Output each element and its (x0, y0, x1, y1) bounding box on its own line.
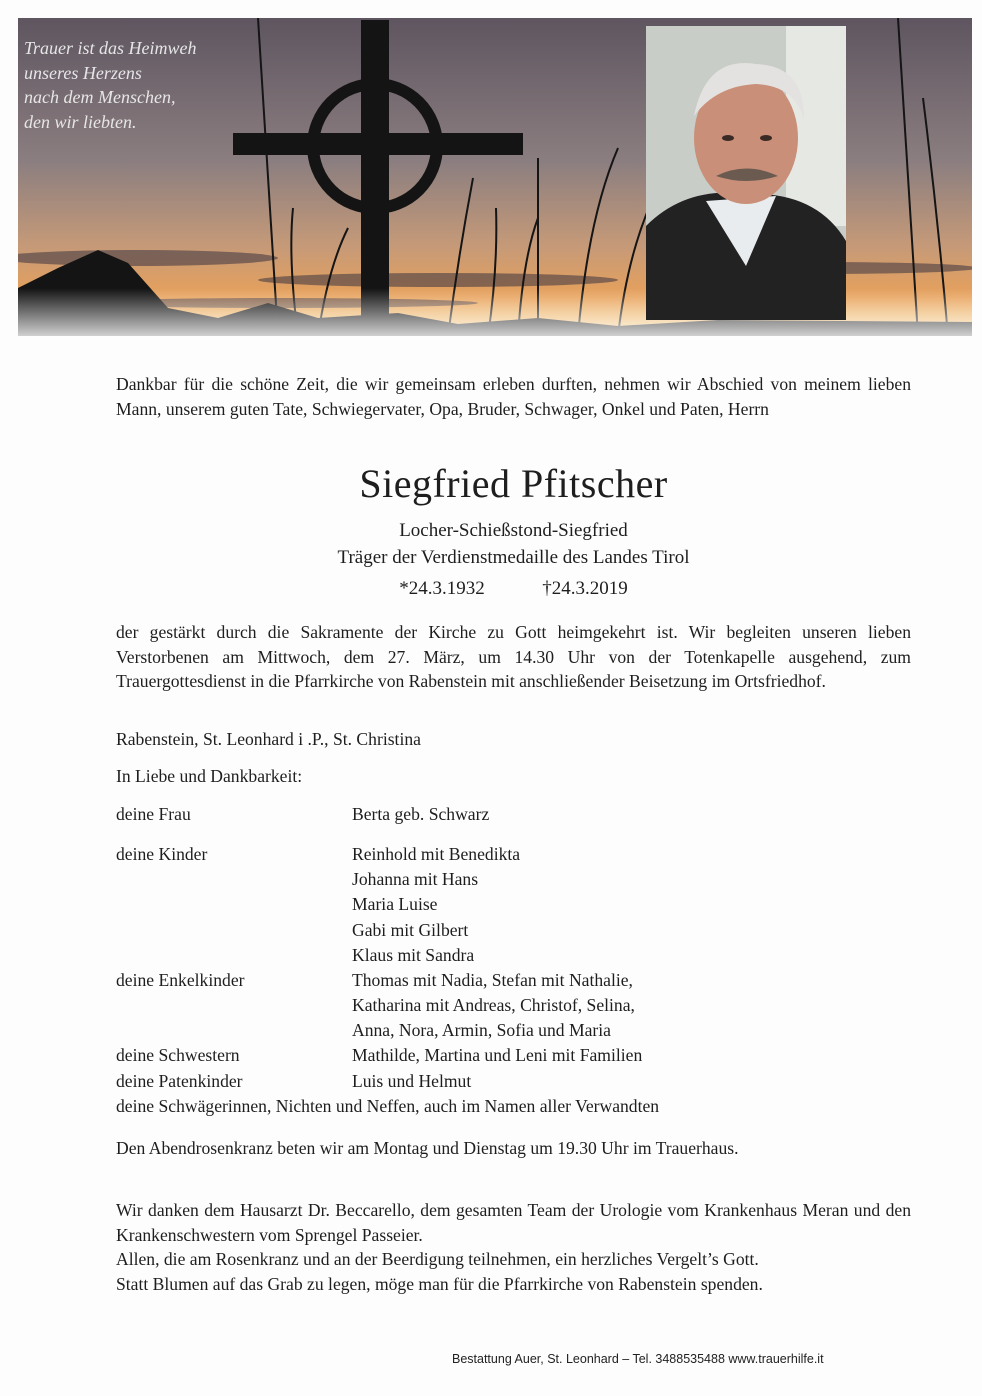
relative-group (116, 1069, 916, 1094)
death-date: †24.3.2019 (542, 578, 628, 599)
quote-line: nach dem Menschen, (24, 87, 176, 107)
birth-date: *24.3.1932 (399, 578, 485, 599)
portrait-photo (646, 26, 846, 320)
places-line: Rabenstein, St. Leonhard i .P., St. Christina (116, 729, 421, 749)
relative-name: Luis und Helmut (352, 1070, 472, 1091)
thanks-paragraph: Allen, die am Rosenkranz und an der Beerdigung teilnehmen, ein herzliches Vergelt’s Gott. (116, 1249, 759, 1269)
thanks-paragraph: Wir danken dem Hausarzt Dr. Beccarello, dem gesamten Team der Urologie vom Krankenhaus Meran und den Krankenschwestern vom Sprengel Passeier. (116, 1200, 911, 1245)
relatives-list (116, 802, 916, 1119)
relative-label: deine Enkelkinder (116, 969, 245, 990)
announcement-paragraph: der gestärkt durch die Sakramente der Kirche zu Gott heimgekehrt ist. Wir begleiten unseren lieben Verstorbenen am Mittwoch, dem 27. März, um 14.30 Uhr von der Totenkapelle ausgehend, zum Trauergottesdienst in die Pfarrkirche von Rabenstein mit anschließender Beisetzung im Ortsfriedhof. (116, 622, 911, 691)
relative-label: deine Schwestern (116, 1045, 240, 1066)
relative-name: Klaus mit Sandra (352, 944, 475, 965)
relative-name: Reinhold mit Benedikta (352, 843, 521, 864)
relative-name: Johanna mit Hans (352, 869, 479, 890)
deceased-name: Siegfried Pfitscher (359, 461, 668, 506)
intro-paragraph: Dankbar für die schöne Zeit, die wir gemeinsam erleben durften, nehmen wir Abschied von meinem lieben Mann, unserem guten Tate, Schwiegervater, Opa, Bruder, Schwager, Onkel und Paten, Herrn (116, 374, 911, 419)
relative-label: deine Patenkinder (116, 1070, 243, 1091)
relative-name: Katharina mit Andreas, Christof, Selina, (352, 995, 635, 1016)
relative-name: Thomas mit Nadia, Stefan mit Nathalie, (352, 969, 633, 990)
quote-line: unseres Herzens (24, 62, 142, 83)
relative-group (116, 1043, 916, 1068)
relative-group (116, 802, 916, 827)
deceased-honor: Träger der Verdienstmedaille des Landes Tirol (337, 547, 690, 568)
portrait-illustration (646, 26, 846, 320)
relative-label: deine Frau (116, 804, 191, 824)
quote-line: den wir liebten. (24, 111, 137, 132)
funeral-home-footer: Bestattung Auer, St. Leonhard – Tel. 3488535488 www.trauerhilfe.it (452, 1352, 824, 1366)
relative-label: deine Kinder (116, 843, 208, 864)
relative-name: Berta geb. Schwarz (352, 804, 490, 824)
other-relatives-line: deine Schwägerinnen, Nichten und Neffen, auch im Namen aller Verwandten (116, 1095, 660, 1116)
relative-name: Mathilde, Martina und Leni mit Familien (352, 1045, 643, 1066)
relative-name: Gabi mit Gilbert (352, 919, 469, 940)
thanks-paragraph: Statt Blumen auf das Grab zu legen, möge man für die Pfarrkirche von Rabenstein spenden. (116, 1273, 763, 1294)
relative-group (116, 968, 916, 993)
life-dates (116, 576, 911, 601)
relative-name: Maria Luise (352, 894, 438, 915)
quote-line: Trauer ist das Heimweh (24, 38, 197, 58)
deceased-nickname: Locher-Schießstond-Siegfried (399, 520, 628, 541)
thanks-section (116, 1198, 911, 1296)
relative-group (116, 842, 916, 867)
rosary-paragraph: Den Abendrosenkranz beten wir am Montag und Dienstag um 19.30 Uhr im Trauerhaus. (116, 1138, 739, 1158)
banner-quote (24, 36, 264, 134)
mourning-intro: In Liebe und Dankbarkeit: (116, 766, 303, 786)
relative-name: Anna, Nora, Armin, Sofia und Maria (352, 1020, 611, 1041)
